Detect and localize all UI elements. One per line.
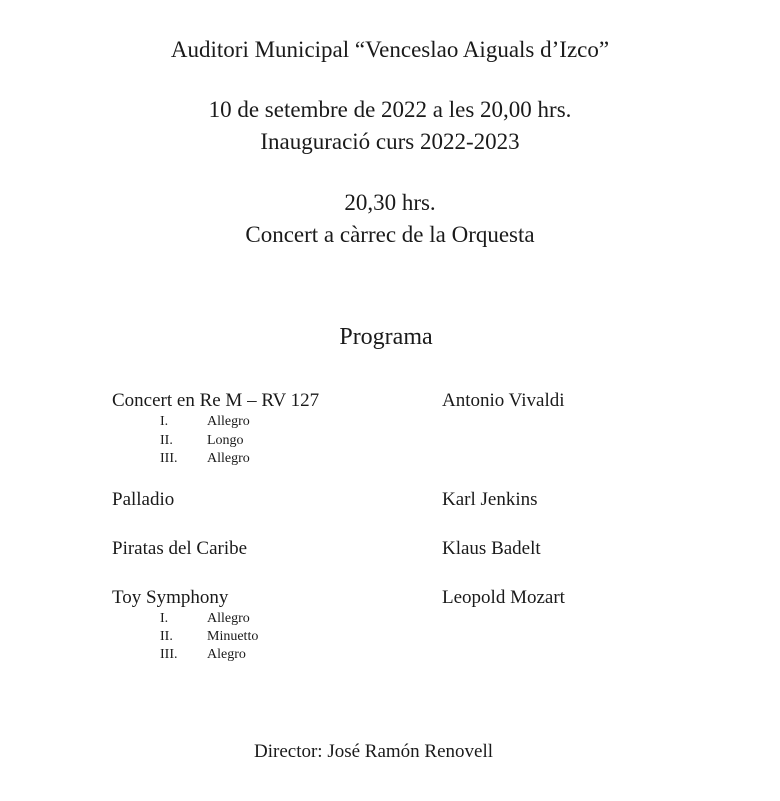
venue-line: Auditori Municipal “Venceslao Aiguals d’Izco” <box>170 37 610 62</box>
concert-time-line: 20,30 hrs. <box>344 190 436 215</box>
piece-title: Palladio <box>112 489 175 510</box>
director-line: Director: José Ramón Renovell <box>254 741 494 762</box>
program-title: Programa <box>339 324 433 350</box>
movement-name: Alegro <box>207 647 246 662</box>
piece-composer: Antonio Vivaldi <box>442 390 565 411</box>
movement-number: II. <box>160 629 173 644</box>
movement-number: I. <box>160 611 169 626</box>
inauguration-line: Inauguració curs 2022-2023 <box>260 129 520 154</box>
piece-title: Concert en Re M – RV 127 <box>112 390 320 411</box>
piece-composer: Karl Jenkins <box>442 489 538 510</box>
movement-name: Minuetto <box>207 629 259 644</box>
movement-name: Allegro <box>207 611 250 626</box>
movement-name: Longo <box>207 433 244 448</box>
concert-title-line: Concert a càrrec de la Orquesta <box>245 222 535 247</box>
movement-number: II. <box>160 433 173 448</box>
movement-name: Allegro <box>207 451 250 466</box>
piece-composer: Leopold Mozart <box>442 587 565 608</box>
piece-title: Toy Symphony <box>112 587 229 608</box>
piece-composer: Klaus Badelt <box>442 538 541 559</box>
piece-title: Piratas del Caribe <box>112 538 248 559</box>
date-line: 10 de setembre de 2022 a les 20,00 hrs. <box>208 97 572 122</box>
movement-number: III. <box>160 451 178 466</box>
movement-name: Allegro <box>207 414 250 429</box>
movement-number: III. <box>160 647 178 662</box>
movement-number: I. <box>160 414 169 429</box>
